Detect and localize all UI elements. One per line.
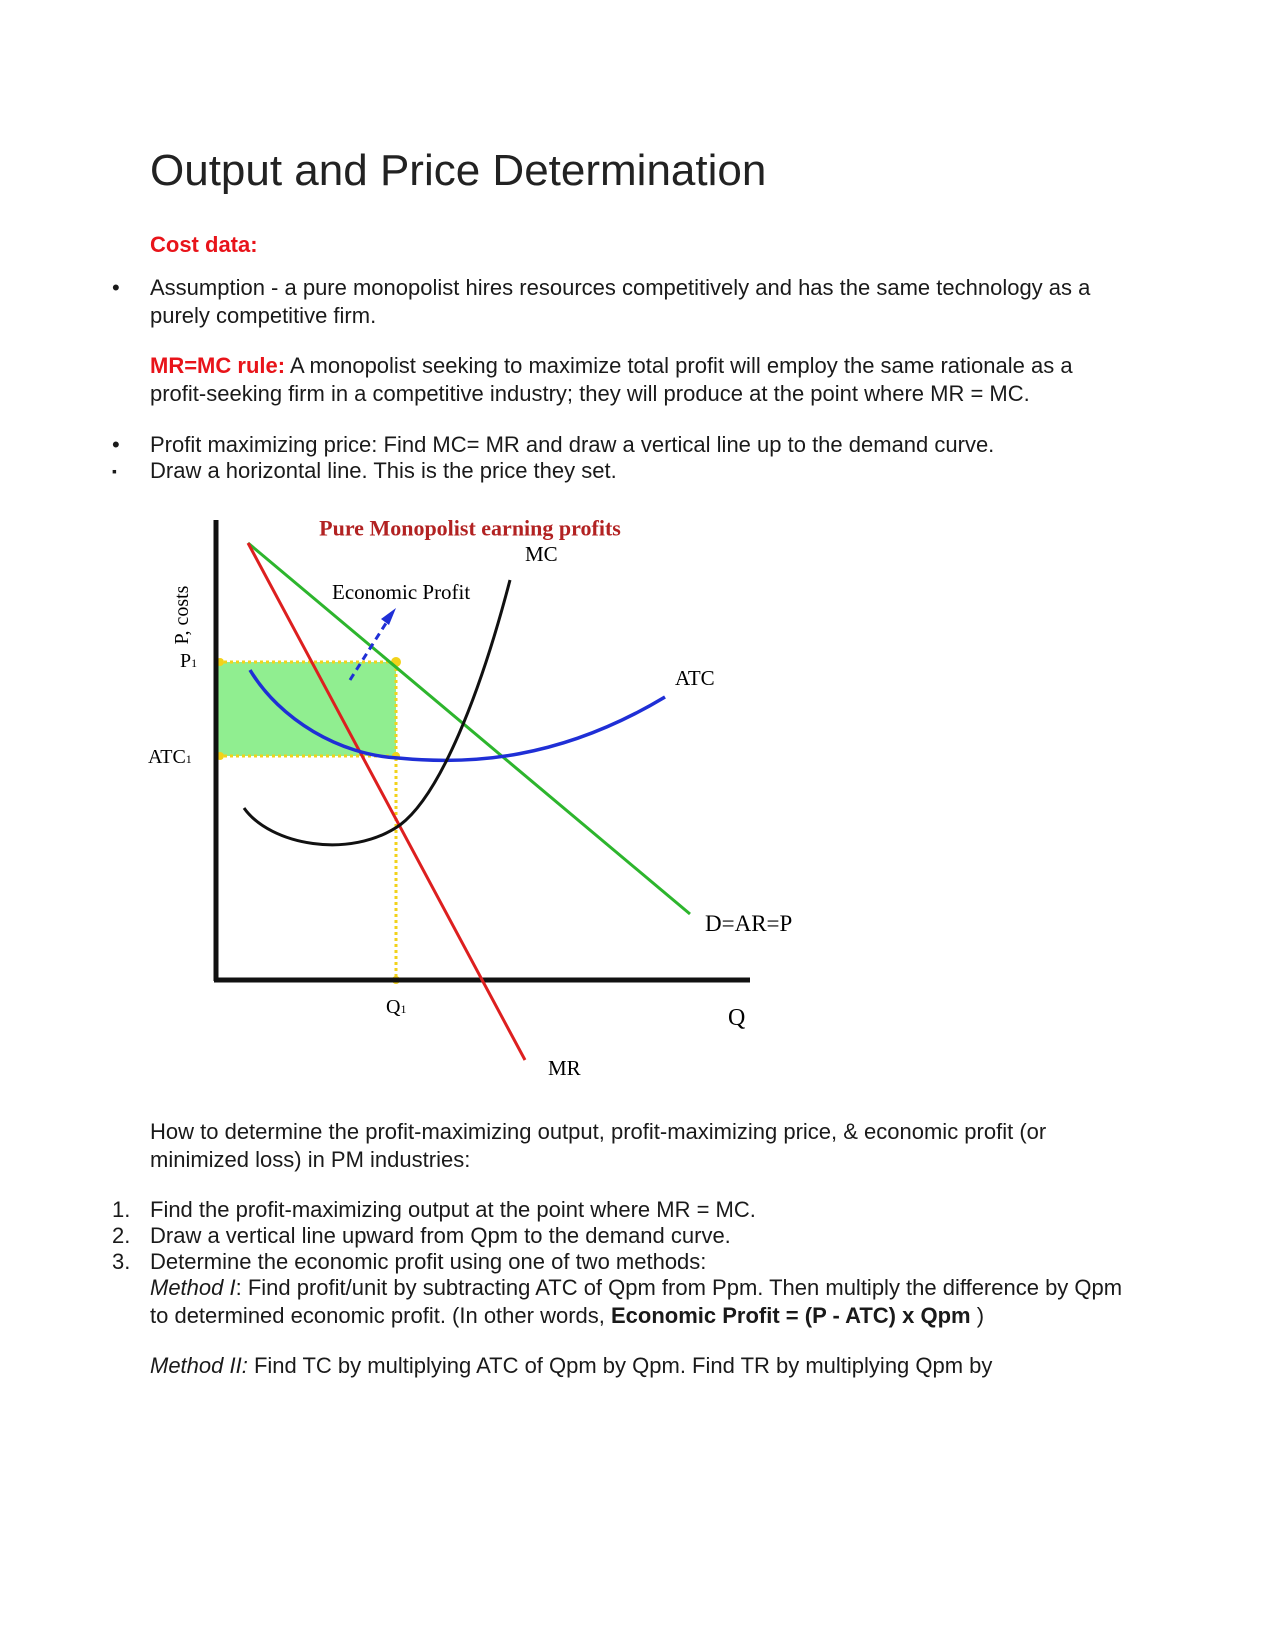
assumption-text: Assumption - a pure monopolist hires resources competitively and has the same technology as a purely competitive firm.: [150, 275, 1091, 328]
mr-mc-rule-paragraph: [150, 352, 1130, 408]
step-number: 3.: [112, 1249, 131, 1274]
mc-label: MC: [525, 542, 558, 566]
step-text: Find the profit-maximizing output at the point where MR = MC.: [150, 1197, 756, 1222]
step-text: Determine the economic profit using one of two methods:: [150, 1249, 707, 1274]
profit-formula: Economic Profit = (P - ATC) x Qpm: [611, 1303, 971, 1328]
monopoly-diagram-svg: [140, 515, 870, 1145]
profit-max-price-text: Profit maximizing price: Find MC= MR and draw a vertical line up to the demand curve.: [150, 432, 995, 457]
square-bullet-marker: ▪: [112, 463, 117, 479]
atc-label: ATC: [675, 666, 715, 690]
step-number: 1.: [112, 1197, 131, 1222]
page-title: Output and Price Determination: [150, 146, 767, 195]
intro-paragraph: How to determine the profit-maximizing output, profit-maximizing price, & economic profit (or minimized loss) in PM industries:: [150, 1119, 1047, 1172]
mr-label: MR: [548, 1056, 581, 1080]
demand-label: D=AR=P: [705, 911, 793, 936]
atc1-label: ATC1: [148, 746, 192, 768]
method-one-paragraph: Method I: Find profit/unit by subtracting ATC of Qpm from Ppm. Then multiply the difference by Qpm to determined economic profit. (In other words, Economic Profit = (P - ATC) x Qpm ): [150, 1275, 1123, 1328]
method-two-paragraph: Method II: Find TC by multiplying ATC of Qpm by Qpm. Find TR by multiplying Qpm by: [150, 1353, 993, 1378]
x-axis-label: Q: [728, 1005, 746, 1031]
economic-profit-area: [218, 662, 396, 756]
method-two-label: Method II:: [150, 1353, 248, 1378]
y-axis-label: P, costs: [171, 585, 193, 645]
p1-label: P1: [180, 650, 198, 672]
mr-mc-rule-label: MR=MC rule:: [150, 353, 286, 378]
method-one-label: Method I: [150, 1275, 236, 1300]
bullet-marker: •: [112, 432, 120, 457]
q1-label: Q1: [386, 996, 407, 1018]
mr-mc-rule-text: A monopolist seeking to maximize total profit will employ the same rationale as a profit-seeking firm in a competitive industry; they will produce at the point where MR = MC.: [150, 353, 1073, 406]
horizontal-line-text: Draw a horizontal line. This is the price they set.: [150, 458, 617, 483]
profit-pointer-arrow-icon: [381, 608, 396, 625]
step-number: 2.: [112, 1223, 131, 1248]
bullet-marker: •: [112, 275, 120, 300]
diagram-title: Pure Monopolist earning profits: [319, 515, 621, 541]
monopoly-diagram: [140, 515, 870, 1145]
step-text: Draw a vertical line upward from Qpm to the demand curve.: [150, 1223, 731, 1248]
cost-data-label: Cost data:: [150, 232, 258, 257]
economic-profit-label: Economic Profit: [332, 580, 471, 604]
